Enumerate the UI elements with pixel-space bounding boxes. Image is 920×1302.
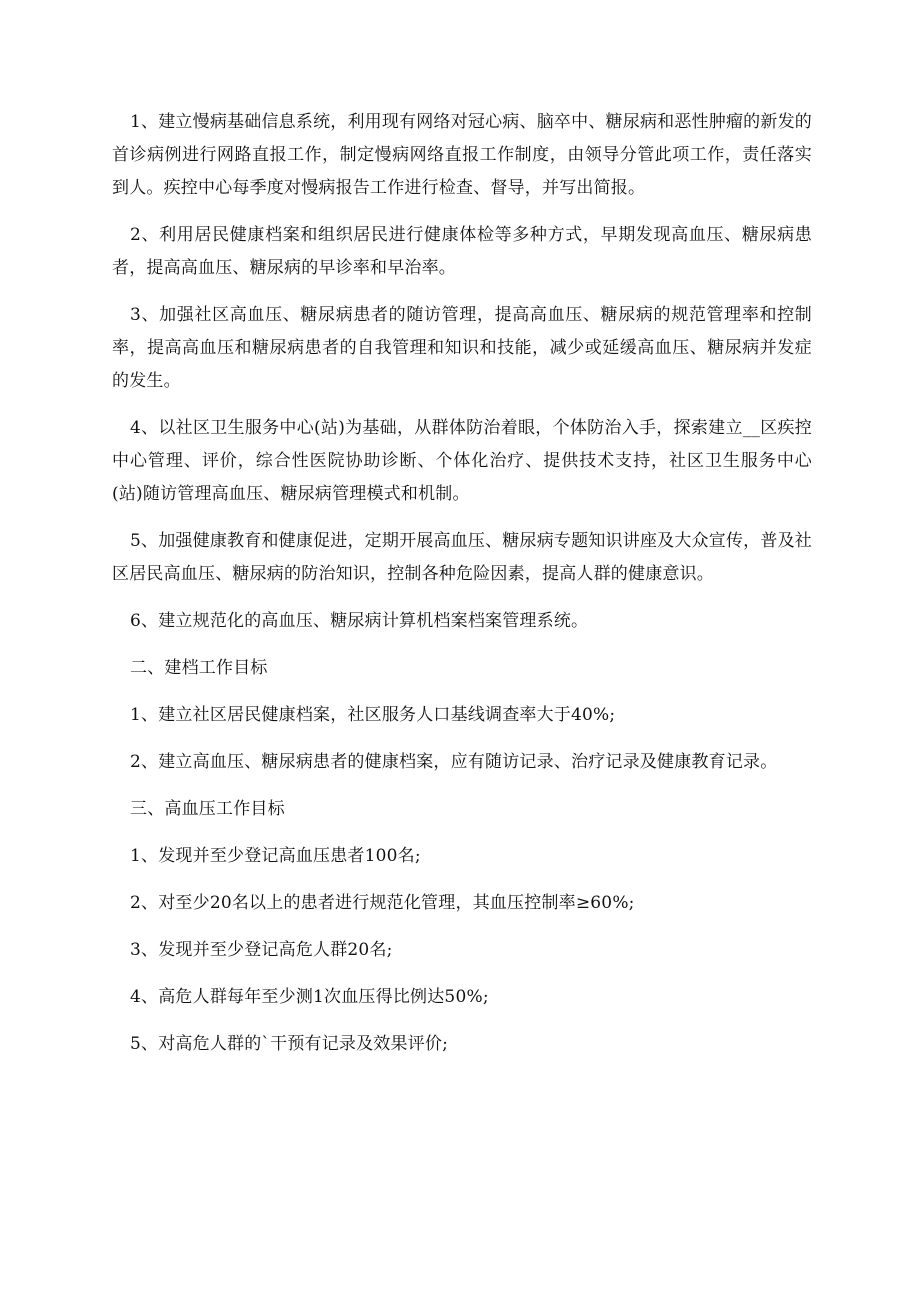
paragraph-10: 2、对至少20名以上的患者进行规范化管理，其血压控制率≥60%; — [130, 893, 635, 913]
section-heading-2: 二、建档工作目标 — [130, 658, 268, 678]
paragraph-7: 1、建立社区居民健康档案，社区服务人口基线调查率大于40%; — [130, 705, 616, 725]
paragraph-4: 4、以社区卫生服务中心(站)为基础，从群体防治着眼，个体防治入手，探索建立__区疾控中心管理、评价，综合性医院协助诊断、个体化治疗、提供技术支持，社区卫生服务中心(站)随访管理高血压、糖尿病管理模式和机制。 — [112, 418, 812, 504]
paragraph-5: 5、加强健康教育和健康促进，定期开展高血压、糖尿病专题知识讲座及大众宣传，普及社区居民高血压、糖尿病的防治知识，控制各种危险因素，提高人群的健康意识。 — [112, 531, 812, 584]
section-heading-3: 三、高血压工作目标 — [130, 799, 285, 819]
paragraph-3: 3、加强社区高血压、糖尿病患者的随访管理，提高高血压、糖尿病的规范管理率和控制率，提高高血压和糖尿病患者的自我管理和知识和技能，减少或延缓高血压、糖尿病并发症的发生。 — [112, 305, 812, 391]
document-body — [112, 106, 812, 1075]
paragraph-8: 2、建立高血压、糖尿病患者的健康档案，应有随访记录、治疗记录及健康教育记录。 — [130, 752, 778, 772]
paragraph-1: 1、建立慢病基础信息系统，利用现有网络对冠心病、脑卒中、糖尿病和恶性肿瘤的新发的首诊病例进行网路直报工作，制定慢病网络直报工作制度，由领导分管此项工作，责任落实到人。疾控中心每季度对慢病报告工作进行检查、督导，并写出简报。 — [112, 112, 812, 198]
paragraph-12: 4、高危人群每年至少测1次血压得比例达50%; — [130, 987, 489, 1007]
paragraph-6: 6、建立规范化的高血压、糖尿病计算机档案档案管理系统。 — [130, 611, 589, 631]
paragraph-2: 2、利用居民健康档案和组织居民进行健康体检等多种方式，早期发现高血压、糖尿病患者，提高高血压、糖尿病的早诊率和早治率。 — [112, 225, 812, 278]
paragraph-13: 5、对高危人群的`干预有记录及效果评价; — [130, 1034, 449, 1054]
paragraph-11: 3、发现并至少登记高危人群20名; — [130, 940, 393, 960]
paragraph-9: 1、发现并至少登记高血压患者100名; — [130, 846, 421, 866]
